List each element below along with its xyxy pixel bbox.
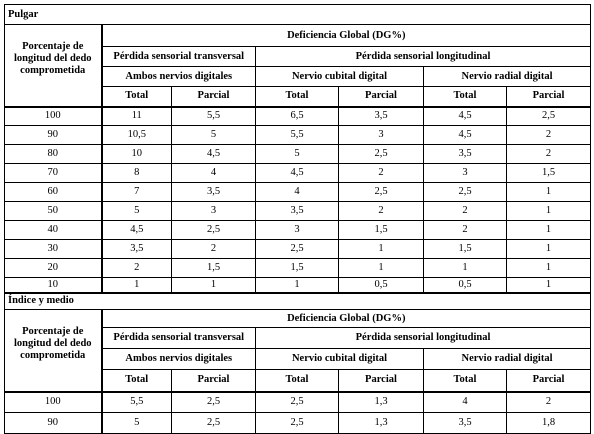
value-cell: 2,5 (256, 240, 339, 259)
table-row (5, 259, 591, 278)
value-cell: 4,5 (172, 145, 256, 164)
total-header: Total (256, 370, 339, 392)
value-cell: 5,5 (256, 126, 339, 145)
value-cell: 3 (424, 164, 507, 183)
radial-nerve-header: Nervio radial digital (424, 349, 591, 370)
percentage-cell: 90 (5, 413, 102, 434)
value-cell: 4,5 (424, 126, 507, 145)
value-cell: 2,5 (256, 413, 339, 434)
table-row (5, 278, 591, 293)
partial-header: Parcial (172, 370, 256, 392)
table-row (5, 240, 591, 259)
percentage-cell: 40 (5, 221, 102, 240)
value-cell: 2 (507, 145, 591, 164)
radial-nerve-header: Nervio radial digital (424, 67, 591, 87)
value-cell: 2,5 (424, 183, 507, 202)
deficiency-table (4, 4, 591, 434)
value-cell: 1,8 (507, 413, 591, 434)
section-title: Pulgar (5, 5, 591, 25)
value-cell: 3 (339, 126, 424, 145)
table-row (5, 413, 591, 434)
value-cell: 1 (507, 259, 591, 278)
percentage-cell: 100 (5, 107, 102, 126)
ulnar-nerve-header: Nervio cubital digital (256, 67, 424, 87)
percentage-cell: 90 (5, 126, 102, 145)
value-cell: 5 (102, 413, 172, 434)
percentage-cell: 30 (5, 240, 102, 259)
value-cell: 5 (102, 202, 172, 221)
value-cell: 1,3 (339, 413, 424, 434)
longitudinal-loss-header: Pérdida sensorial longitudinal (256, 328, 591, 349)
total-header: Total (102, 370, 172, 392)
value-cell: 0,5 (424, 278, 507, 293)
value-cell: 2,5 (339, 183, 424, 202)
percentage-cell: 20 (5, 259, 102, 278)
value-cell: 0,5 (339, 278, 424, 293)
table-row (5, 107, 591, 126)
value-cell: 3 (172, 202, 256, 221)
total-header: Total (424, 87, 507, 107)
transversal-loss-header: Pérdida sensorial transversal (102, 328, 256, 349)
value-cell: 2,5 (256, 392, 339, 413)
table-row (5, 202, 591, 221)
value-cell: 6,5 (256, 107, 339, 126)
total-header: Total (102, 87, 172, 107)
value-cell: 1 (102, 278, 172, 293)
total-header: Total (424, 370, 507, 392)
value-cell: 4,5 (256, 164, 339, 183)
value-cell: 2 (339, 164, 424, 183)
partial-header: Parcial (339, 87, 424, 107)
value-cell: 2,5 (172, 221, 256, 240)
value-cell: 3,5 (424, 413, 507, 434)
value-cell: 5 (172, 126, 256, 145)
header-row (5, 310, 591, 328)
table-row (5, 392, 591, 413)
partial-header: Parcial (172, 87, 256, 107)
value-cell: 7 (102, 183, 172, 202)
global-deficiency-header: Deficiencia Global (DG%) (102, 25, 591, 47)
value-cell: 2 (507, 392, 591, 413)
value-cell: 4,5 (424, 107, 507, 126)
percentage-cell: 60 (5, 183, 102, 202)
value-cell: 2 (102, 259, 172, 278)
value-cell: 1 (339, 259, 424, 278)
value-cell: 4 (172, 164, 256, 183)
both-nerves-header: Ambos nervios digitales (102, 67, 256, 87)
value-cell: 5,5 (172, 107, 256, 126)
value-cell: 3 (256, 221, 339, 240)
value-cell: 1 (507, 202, 591, 221)
total-header: Total (256, 87, 339, 107)
value-cell: 1 (172, 278, 256, 293)
value-cell: 3,5 (339, 107, 424, 126)
value-cell: 3,5 (172, 183, 256, 202)
row-label-header: Porcentaje de longitud del dedo comprometida (5, 310, 102, 392)
percentage-cell: 100 (5, 392, 102, 413)
value-cell: 2 (172, 240, 256, 259)
table-row (5, 164, 591, 183)
value-cell: 1 (507, 240, 591, 259)
value-cell: 3,5 (256, 202, 339, 221)
ulnar-nerve-header: Nervio cubital digital (256, 349, 424, 370)
value-cell: 2 (424, 221, 507, 240)
percentage-cell: 70 (5, 164, 102, 183)
value-cell: 1,5 (172, 259, 256, 278)
value-cell: 1,5 (507, 164, 591, 183)
transversal-loss-header: Pérdida sensorial transversal (102, 47, 256, 67)
value-cell: 3,5 (424, 145, 507, 164)
partial-header: Parcial (339, 370, 424, 392)
section-title-row (5, 5, 591, 25)
table-row (5, 221, 591, 240)
value-cell: 1 (507, 221, 591, 240)
longitudinal-loss-header: Pérdida sensorial longitudinal (256, 47, 591, 67)
table-row (5, 183, 591, 202)
value-cell: 1,5 (339, 221, 424, 240)
value-cell: 2 (507, 126, 591, 145)
both-nerves-header: Ambos nervios digitales (102, 349, 256, 370)
value-cell: 4 (424, 392, 507, 413)
value-cell: 1 (339, 240, 424, 259)
partial-header: Parcial (507, 87, 591, 107)
value-cell: 1,5 (424, 240, 507, 259)
partial-header: Parcial (507, 370, 591, 392)
row-label-header: Porcentaje de longitud del dedo comprometida (5, 25, 102, 107)
percentage-cell: 10 (5, 278, 102, 293)
value-cell: 5,5 (102, 392, 172, 413)
value-cell: 11 (102, 107, 172, 126)
section-title: Índice y medio (5, 293, 591, 310)
global-deficiency-header: Deficiencia Global (DG%) (102, 310, 591, 328)
value-cell: 4 (256, 183, 339, 202)
value-cell: 2,5 (339, 145, 424, 164)
value-cell: 2 (424, 202, 507, 221)
value-cell: 1,5 (256, 259, 339, 278)
section-title-row (5, 293, 591, 310)
table-row (5, 145, 591, 164)
value-cell: 2,5 (172, 413, 256, 434)
value-cell: 1 (507, 278, 591, 293)
value-cell: 10 (102, 145, 172, 164)
value-cell: 2 (339, 202, 424, 221)
percentage-cell: 50 (5, 202, 102, 221)
value-cell: 1 (424, 259, 507, 278)
percentage-cell: 80 (5, 145, 102, 164)
value-cell: 10,5 (102, 126, 172, 145)
value-cell: 5 (256, 145, 339, 164)
value-cell: 4,5 (102, 221, 172, 240)
value-cell: 1,3 (339, 392, 424, 413)
value-cell: 8 (102, 164, 172, 183)
table-row (5, 126, 591, 145)
value-cell: 1 (507, 183, 591, 202)
value-cell: 2,5 (507, 107, 591, 126)
value-cell: 2,5 (172, 392, 256, 413)
header-row (5, 25, 591, 47)
value-cell: 1 (256, 278, 339, 293)
value-cell: 3,5 (102, 240, 172, 259)
